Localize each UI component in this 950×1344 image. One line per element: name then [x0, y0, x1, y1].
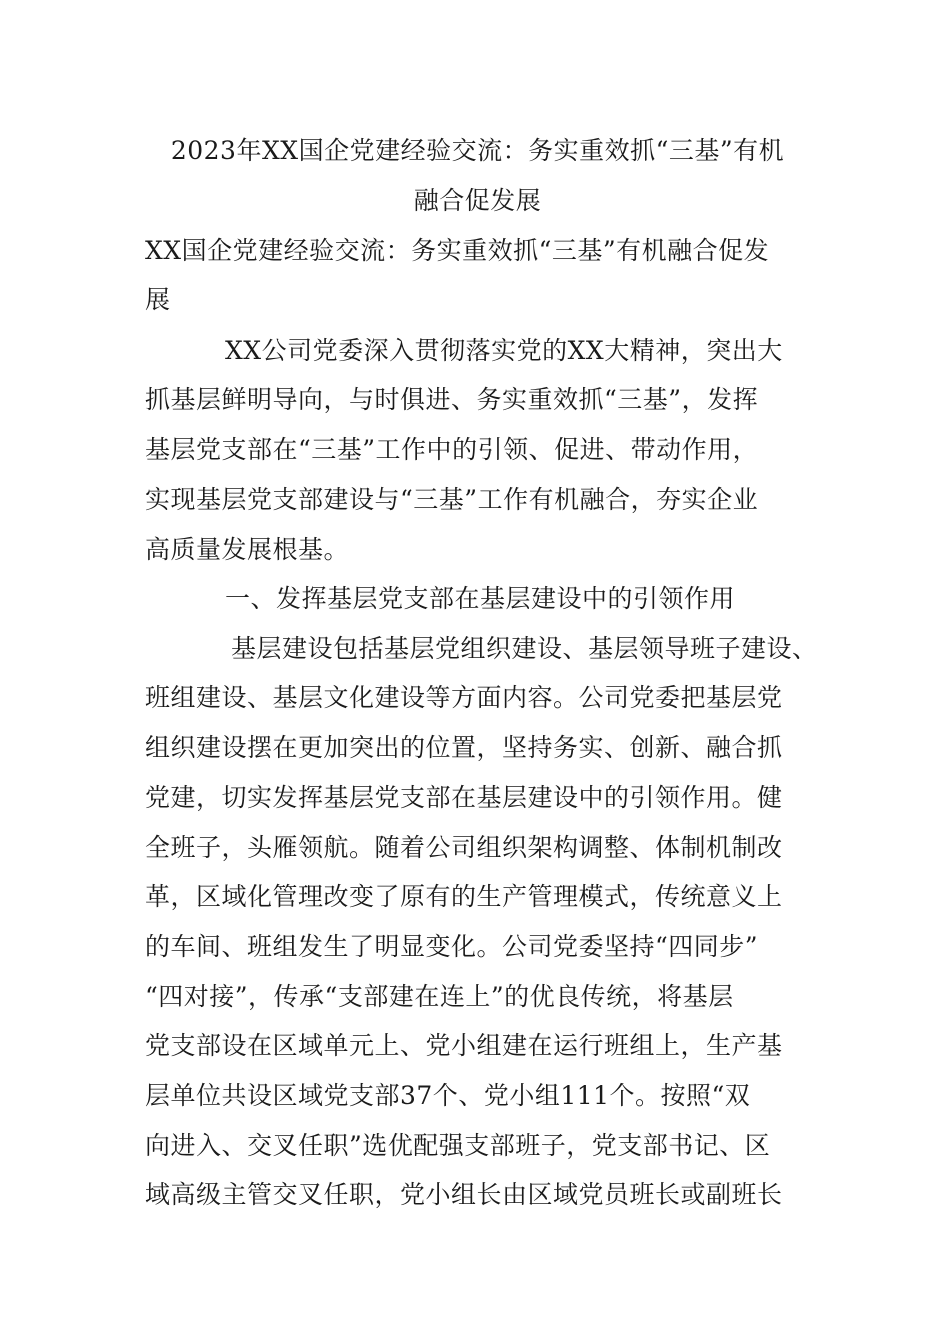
section-heading: 一、发挥基层党支部在基层建设中的引领作用: [225, 584, 736, 613]
paragraph-line: 向进入、交叉任职”选优配强支部班子，党支部书记、区: [145, 1131, 771, 1160]
paragraph-line: 党建，切实发挥基层党支部在基层建设中的引领作用。健: [145, 783, 783, 812]
paragraph-line: 高质量发展根基。: [145, 535, 350, 564]
paragraph-line: 的车间、班组发生了明显变化。公司党委坚持“四同步”: [145, 932, 759, 961]
subtitle-line: XX国企党建经验交流：务实重效抓“三基”有机融合促发: [145, 236, 770, 265]
paragraph-line: 实现基层党支部建设与“三基”工作有机融合，夯实企业: [145, 485, 759, 514]
document-title-line-2: 融合促发展: [413, 186, 542, 215]
paragraph-line: 班组建设、基层文化建设等方面内容。公司党委把基层党: [145, 683, 783, 712]
paragraph-line: 革，区域化管理改变了原有的生产管理模式，传统意义上: [145, 882, 783, 911]
document-title-line-1: 2023年XX国企党建经验交流：务实重效抓“三基”有机: [170, 136, 785, 165]
subtitle-line: 展: [145, 285, 171, 314]
paragraph-line: XX公司党委深入贯彻落实党的XX大精神，突出大: [225, 336, 783, 365]
paragraph-line: 基层党支部在“三基”工作中的引领、促进、带动作用，: [145, 435, 759, 464]
paragraph-line: 全班子，头雁领航。随着公司组织架构调整、体制机制改: [145, 833, 783, 862]
paragraph-line: 组织建设摆在更加突出的位置，坚持务实、创新、融合抓: [145, 733, 783, 762]
paragraph-line: 党支部设在区域单元上、党小组建在运行班组上，生产基: [145, 1031, 783, 1060]
paragraph-line: 基层建设包括基层党组织建设、基层领导班子建设、: [231, 634, 818, 663]
paragraph-line: 域高级主管交叉任职，党小组长由区域党员班长或副班长: [145, 1180, 783, 1209]
paragraph-line: “四对接”，传承“支部建在连上”的优良传统，将基层: [145, 982, 734, 1011]
paragraph-line: 抓基层鲜明导向，与时俱进、务实重效抓“三基”，发挥: [145, 385, 759, 414]
paragraph-line: 层单位共设区域党支部37个、党小组111个。按照“双: [145, 1081, 751, 1110]
